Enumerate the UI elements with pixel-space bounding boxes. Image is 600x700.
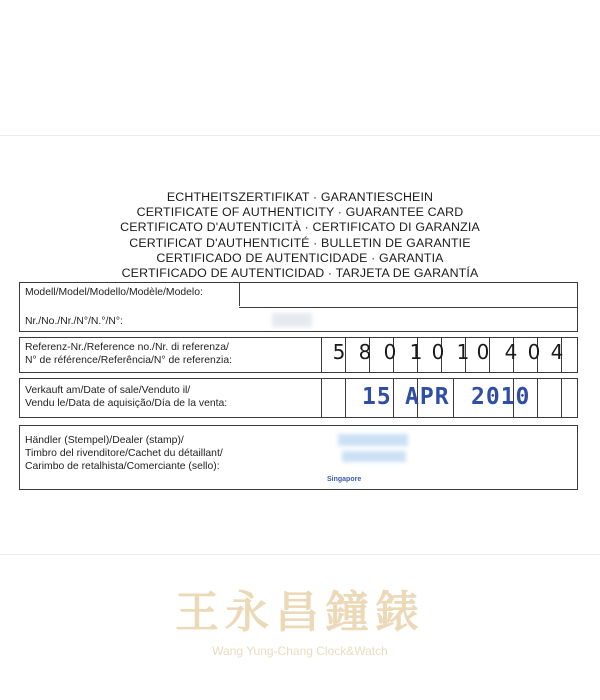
sale-cell-divider	[537, 379, 538, 417]
dealer-box	[19, 425, 578, 490]
reference-digit: 0	[431, 340, 445, 364]
watermark-chinese: 王永昌鐘錶	[175, 587, 425, 638]
reference-digit: 8	[358, 340, 372, 364]
reference-digit: 0	[476, 340, 490, 364]
model-underline	[239, 307, 577, 308]
title-line: CERTIFICATE OF AUTHENTICITY · GUARANTEE CARD	[136, 205, 464, 220]
date-of-sale-box	[19, 378, 578, 418]
model-divider	[239, 283, 240, 306]
sale-cell-divider	[345, 379, 346, 417]
reference-digit: 4	[504, 340, 518, 364]
sale-day-stamp: 15	[362, 384, 392, 410]
sale-year-stamp: 2010	[471, 384, 531, 410]
dealer-stamp-redacted	[338, 434, 408, 446]
reference-label-1: Referenz-Nr./Reference no./Nr. di referenza/	[25, 342, 229, 353]
reference-digit: 4	[550, 340, 564, 364]
model-serial-box	[19, 282, 578, 332]
title-line: CERTIFICADO DE AUTENTICIDAD · TARJETA DE GARANTÍA	[121, 266, 479, 281]
model-label: Modell/Model/Modello/Modèle/Modelo:	[25, 287, 203, 298]
sale-cell-divider	[561, 379, 562, 417]
title-line: CERTIFICAT D'AUTHENTICITÉ · BULLETIN DE GARANTIE	[129, 235, 471, 250]
title-line: CERTIFICADO DE AUTENTICIDADE · GARANTIA	[156, 250, 444, 265]
sale-label-1: Verkauft am/Date of sale/Venduto il/	[25, 385, 191, 396]
sale-month-stamp: APR	[405, 384, 450, 410]
sale-cell-divider	[393, 379, 394, 417]
serial-value-redacted	[272, 313, 312, 327]
reference-digit: 0	[383, 340, 397, 364]
reference-label-2: N° de référence/Referência/N° de referenzia:	[25, 355, 232, 366]
serial-label: Nr./No./Nr./N°/N.°/N°:	[25, 316, 123, 327]
title-line: CERTIFICATO D'AUTENTICITÀ · CERTIFICATO DI GARANZIA	[120, 220, 480, 235]
sale-cell-divider	[321, 379, 322, 417]
dealer-stamp-redacted	[342, 451, 406, 462]
reference-digit: 1	[456, 340, 470, 364]
dealer-label-2: Timbro del rivenditore/Cachet du détaillant/	[25, 448, 223, 459]
reference-digit: 0	[527, 340, 541, 364]
sale-cell-divider	[453, 379, 454, 417]
reference-cell-divider	[321, 338, 322, 372]
title-line: ECHTHEITSZERTIFIKAT · GARANTIESCHEIN	[166, 190, 434, 204]
reference-digit: 1	[409, 340, 423, 364]
dealer-label-3: Carimbo de retalhista/Comerciante (sello):	[25, 461, 220, 472]
watermark-english: Wang Yung-Chang Clock&Watch	[212, 644, 388, 658]
certificate-titles	[0, 190, 600, 281]
dealer-stamp-city: Singapore	[327, 476, 362, 483]
reference-box	[19, 337, 578, 373]
dealer-label-1: Händler (Stempel)/Dealer (stamp)/	[25, 435, 184, 446]
reference-digit: 5	[332, 340, 346, 364]
sale-label-2: Vendu le/Data de aquisição/Día de la venta:	[25, 398, 228, 409]
